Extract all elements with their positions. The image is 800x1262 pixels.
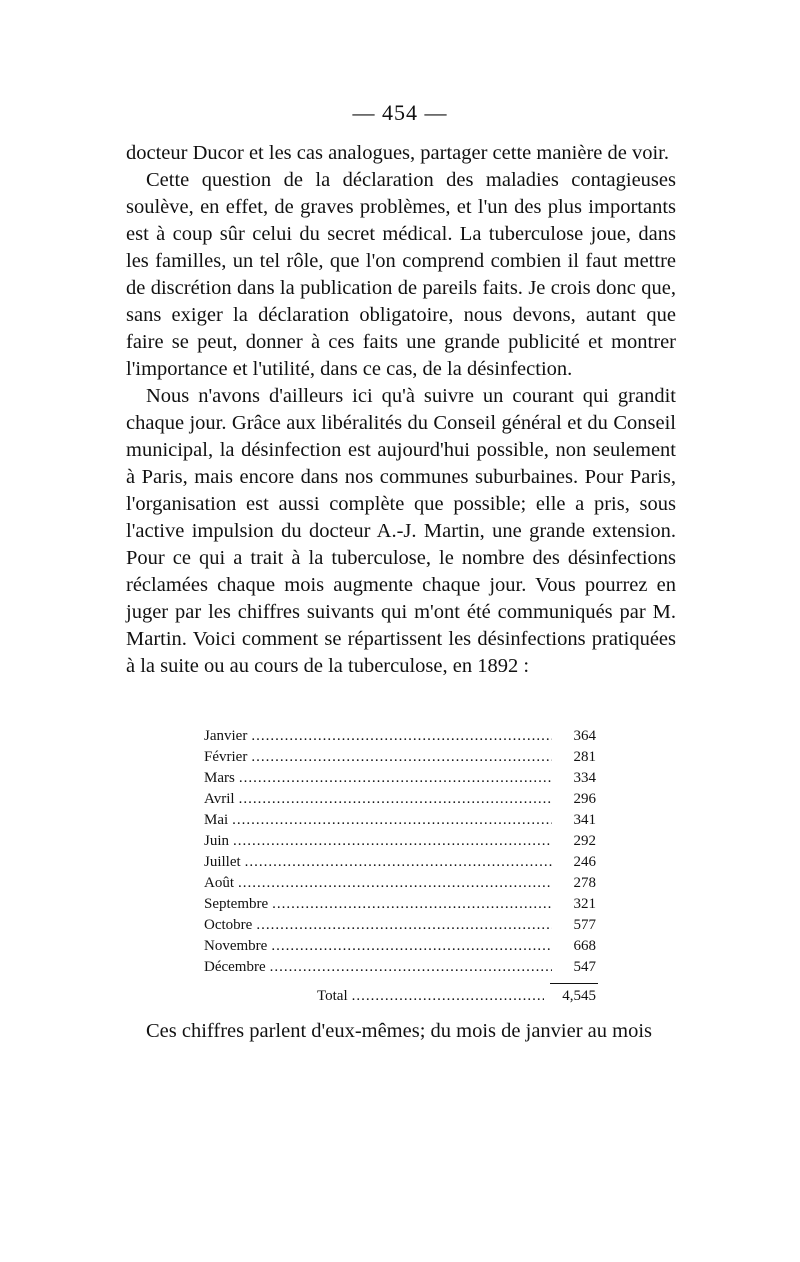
month-value: 547 — [573, 959, 596, 975]
paragraph-desinfection: Nous n'avons d'ailleurs ici qu'à suivre un courant qui grandit chaque jour. Grâce aux libéralités du Conseil général et du Conseil municipal, la désinfection est aujourd'hui possible, non seulement à Paris, mais encore dans nos communes suburbaines. Pour Paris, l'organisation est aussi complète que possible; elle a pris, sous l'active impulsion du docteur A.-J. Martin, une grande extension. Pour ce qui a trait à la tuberculose, le nombre des désinfections réclamées chaque mois augmente chaque jour. Vous pourrez en juger par les chiffres suivants qui m'ont été communiqués par M. Martin. Voici comment se répartissent les désinfections pratiquées à la suite ou au cours de la tuberculose, en 1892 : — [126, 385, 676, 677]
total-rule — [550, 983, 598, 984]
table-row — [204, 726, 596, 747]
table-row — [204, 852, 596, 873]
month-label: Avril — [204, 791, 235, 807]
table-row — [204, 873, 596, 894]
month-label: Septembre — [204, 896, 269, 912]
month-value: 321 — [573, 896, 596, 912]
table-row — [204, 894, 596, 915]
month-label: Mai — [204, 812, 229, 828]
total-label: Total — [317, 988, 348, 1004]
leader-dots — [238, 873, 552, 894]
paragraph-continuation: docteur Ducor et les cas analogues, partager cette manière de voir. — [126, 142, 669, 164]
leader-dots — [239, 768, 552, 789]
table-row — [204, 957, 596, 978]
total-value: 4,545 — [562, 988, 596, 1004]
table-row — [204, 789, 596, 810]
table-row — [204, 936, 596, 957]
total-row — [317, 988, 596, 1005]
month-value: 296 — [573, 791, 596, 807]
table-row — [204, 747, 596, 768]
month-label: Février — [204, 749, 248, 765]
table-row — [204, 810, 596, 831]
month-label: Décembre — [204, 959, 266, 975]
closing-paragraph: Ces chiffres parlent d'eux-mêmes; du mois de janvier au mois — [146, 1020, 653, 1042]
body-text — [126, 140, 676, 680]
leader-dots — [245, 852, 552, 873]
month-value: 246 — [573, 854, 596, 870]
leader-dots — [251, 747, 552, 768]
table-row — [204, 831, 596, 852]
month-label: Octobre — [204, 917, 253, 933]
leader-dots — [270, 957, 552, 978]
month-label: Novembre — [204, 938, 268, 954]
leader-dots — [251, 726, 552, 747]
table-row — [204, 915, 596, 936]
month-label: Janvier — [204, 728, 248, 744]
month-value: 668 — [573, 938, 596, 954]
month-value: 292 — [573, 833, 596, 849]
leader-dots — [233, 831, 552, 852]
month-label: Août — [204, 875, 234, 891]
disinfection-table — [204, 726, 596, 978]
table-row — [204, 768, 596, 789]
month-value: 281 — [573, 749, 596, 765]
page-number: — 454 — — [352, 100, 448, 125]
month-label: Juillet — [204, 854, 241, 870]
leader-dots — [271, 936, 552, 957]
month-label: Mars — [204, 770, 235, 786]
leader-dots — [256, 915, 552, 936]
month-value: 577 — [573, 917, 596, 933]
month-value: 341 — [573, 812, 596, 828]
paragraph-declaration: Cette question de la déclaration des maladies contagieuses soulève, en effet, de graves problèmes, et l'un des plus importants est à coup sûr celui du secret médical. La tuberculose joue, dans les familles, un tel rôle, que l'on comprend combien il faut mettre de discrétion dans la publication de pareils faits. Je crois donc que, sans exiger la déclaration obligatoire, nous devons, autant que faire se peut, donner à ces faits une grande publicité et montrer l'importance et l'utilité, dans ce cas, de la désinfection. — [126, 169, 676, 380]
month-value: 278 — [573, 875, 596, 891]
leader-dots — [352, 988, 544, 1005]
month-value: 334 — [573, 770, 596, 786]
month-label: Juin — [204, 833, 230, 849]
leader-dots — [232, 810, 552, 831]
leader-dots — [239, 789, 552, 810]
month-value: 364 — [573, 728, 596, 744]
leader-dots — [272, 894, 552, 915]
